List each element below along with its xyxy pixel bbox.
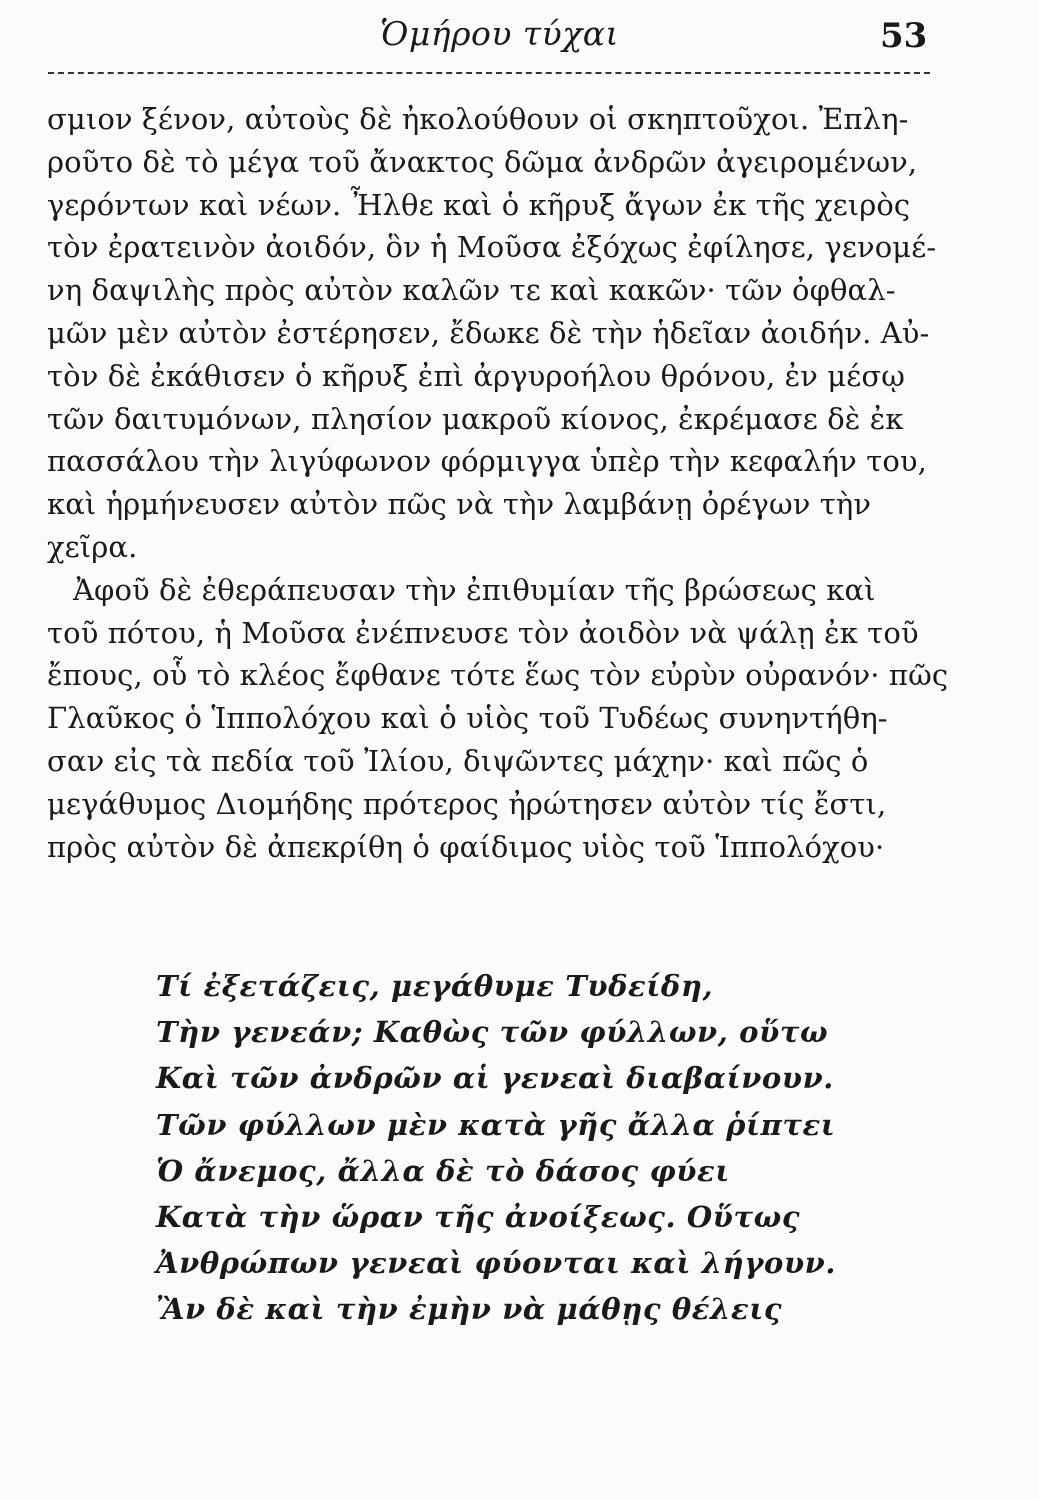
running-title: Ὁμήρου τύχαι bbox=[380, 14, 619, 53]
body-text bbox=[47, 98, 949, 868]
text-line: μεγάθυμος Διομήδης πρότερος ἠρώτησεν αὐτὸν τίς ἔστι, bbox=[47, 786, 887, 821]
verse-line: Τῶν φύλλων μὲν κατὰ γῆς ἄλλα ῥίπτει bbox=[156, 1107, 836, 1142]
text-line: πασσάλου τὴν λιγύφωνον φόρμιγγα ὑπὲρ τὴν κεφαλήν του, bbox=[47, 444, 927, 479]
text-line: Γλαῦκος ὁ Ἱππολόχου καὶ ὁ υἱὸς τοῦ Τυδέως συνηντήθη- bbox=[47, 701, 888, 736]
text-line: νη δαψιλὴς πρὸς αὐτὸν καλῶν τε καὶ κακῶν· τῶν ὀφθαλ- bbox=[47, 273, 896, 308]
text-line: τὸν ἐρατεινὸν ἀοιδόν, ὃν ἡ Μοῦσα ἐξόχως ἐφίλησε, γενομέ- bbox=[47, 230, 937, 265]
text-line: γερόντων καὶ νέων. Ἦλθε καὶ ὁ κῆρυξ ἄγων ἐκ τῆς χειρὸς bbox=[47, 187, 911, 222]
header-rule bbox=[48, 72, 930, 74]
text-line: ροῦτο δὲ τὸ μέγα τοῦ ἄνακτος δῶμα ἀνδρῶν ἀγειρομένων, bbox=[47, 144, 918, 179]
verse-line: Τὴν γενεάν; Καθὼς τῶν φύλλων, οὕτω bbox=[156, 1015, 829, 1050]
verse-line: Τί ἐξετάζεις, μεγάθυμε Τυδείδη, bbox=[156, 969, 714, 1003]
text-line-paragraph-start: Ἀφοῦ δὲ ἐθεράπευσαν τὴν ἐπιθυμίαν τῆς βρώσεως καὶ bbox=[73, 572, 876, 607]
verse-line: Ἀνθρώπων γενεαὶ φύονται καὶ λήγουν. bbox=[156, 1246, 837, 1281]
text-line: μῶν μὲν αὐτὸν ἐστέρησεν, ἔδωκε δὲ τὴν ἡδεῖαν ἀοιδήν. Αὐ- bbox=[47, 315, 930, 350]
verse-line: Ἂν δὲ καὶ τὴν ἐμὴν νὰ μάθῃς θέλεις bbox=[156, 1292, 783, 1327]
text-line: καὶ ἡρμήνευσεν αὐτὸν πῶς νὰ τὴν λαμβάνῃ ὀρέγων τὴν bbox=[47, 487, 872, 522]
text-line: πρὸς αὐτὸν δὲ ἀπεκρίθη ὁ φαίδιμος υἱὸς τοῦ Ἱππολόχου· bbox=[47, 829, 885, 864]
text-line: τῶν δαιτυμόνων, πλησίον μακροῦ κίονος, ἐκρέμασε δὲ ἐκ bbox=[47, 401, 904, 436]
text-line: ἔπους, οὗ τὸ κλέος ἔφθανε τότε ἕως τὸν εὐρὺν οὐρανόν· πῶς bbox=[47, 658, 949, 693]
text-line: τοῦ πότου, ἡ Μοῦσα ἐνέπνευσε τὸν ἀοιδὸν νὰ ψάλῃ ἐκ τοῦ bbox=[47, 615, 919, 650]
verse-quotation bbox=[156, 963, 856, 1333]
verse-line: Καὶ τῶν ἀνδρῶν αἱ γενεαὶ διαβαίνουν. bbox=[156, 1061, 835, 1096]
page-number: 53 bbox=[880, 16, 928, 56]
text-line: χεῖρα. bbox=[47, 529, 138, 564]
text-line: σαν εἰς τὰ πεδία τοῦ Ἰλίου, διψῶντες μάχην· καὶ πῶς ὁ bbox=[47, 743, 869, 778]
text-line: σμιον ξένον, αὐτοὺς δὲ ἠκολούθουν οἱ σκηπτοῦχοι. Ἐπλη- bbox=[47, 102, 909, 136]
text-line: τὸν δὲ ἐκάθισεν ὁ κῆρυξ ἐπὶ ἀργυροήλου θρόνου, ἐν μέσῳ bbox=[47, 358, 906, 393]
verse-line: Κατὰ τὴν ὥραν τῆς ἀνοίξεως. Οὕτως bbox=[156, 1199, 801, 1234]
verse-line: Ὁ ἄνεμος, ἄλλα δὲ τὸ δάσος φύει bbox=[156, 1153, 730, 1188]
